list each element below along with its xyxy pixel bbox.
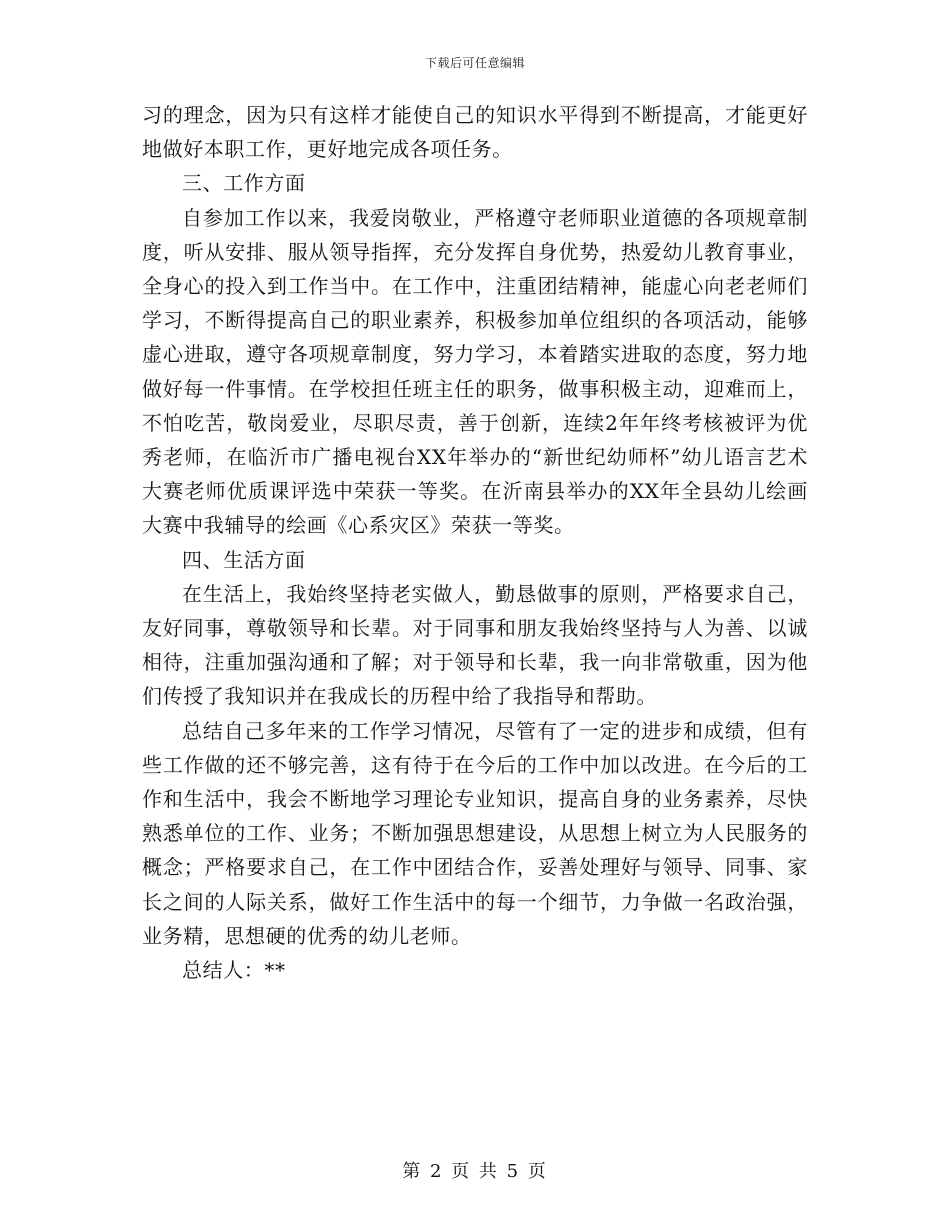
page-header: 下载后可任意编辑	[424, 56, 525, 70]
paragraph-summary: 总结自己多年来的工作学习情况，尽管有了一定的进步和成绩，但有些工作做的还不够完善，这有待于在今后的工作中加以改进。在今后的工作和生活中，我会不断地学习理论专业知识，提高自身的业务素养，尽快熟悉单位的工作、业务；不断加强思想建设，从思想上树立为人民服务的概念；严格要求自己，在工作中团结合作，妥善处理好与领导、同事、家长之间的人际关系，做好工作生活中的每一个细节，力争做一名政治强，业务精，思想硬的优秀的幼儿老师。	[142, 718, 808, 948]
section-heading-life: 四、生活方面	[182, 547, 306, 572]
paragraph-work: 自参加工作以来，我爱岗敬业，严格遵守老师职业道德的各项规章制度，听从安排、服从领导指挥，充分发挥自身优势，热爱幼儿教育事业，全身心的投入到工作当中。在工作中，注重团结精神，能虚心向老老师们学习，不断得提高自己的职业素养，积极参加单位组织的各项活动，能够虚心进取，遵守各项规章制度，努力学习，本着踏实进取的态度，努力地做好每一件事情。在学校担任班主任的职务，做事积极主动，迎难而上，不怕吃苦，敬岗爱业，尽职尽责，善于创新，连续2年年终考核被评为优秀老师，在临沂市广播电视台XX年举办的“新世纪幼师杯”幼儿语言艺术大赛老师优质课评选中荣获一等奖。在沂南县举办的XX年全县幼儿绘画大赛中我辅导的绘画《心系灾区》荣获一等奖。	[142, 205, 808, 538]
document-body	[142, 98, 808, 987]
page-footer: 第 2 页 共 5 页	[402, 1161, 548, 1182]
signature-line: 总结人：**	[182, 958, 286, 983]
section-heading-work: 三、工作方面	[182, 171, 306, 196]
paragraph-life: 在生活上，我始终坚持老实做人，勤恳做事的原则，严格要求自己，友好同事，尊敬领导和长辈。对于同事和朋友我始终坚持与人为善、以诚相待，注重加强沟通和了解；对于领导和长辈，我一向非常敬重，因为他们传授了我知识并在我成长的历程中给了我指导和帮助。	[142, 581, 808, 709]
paragraph-continuation: 习的理念，因为只有这样才能使自己的知识水平得到不断提高，才能更好地做好本职工作，更好地完成各项任务。	[142, 103, 808, 162]
